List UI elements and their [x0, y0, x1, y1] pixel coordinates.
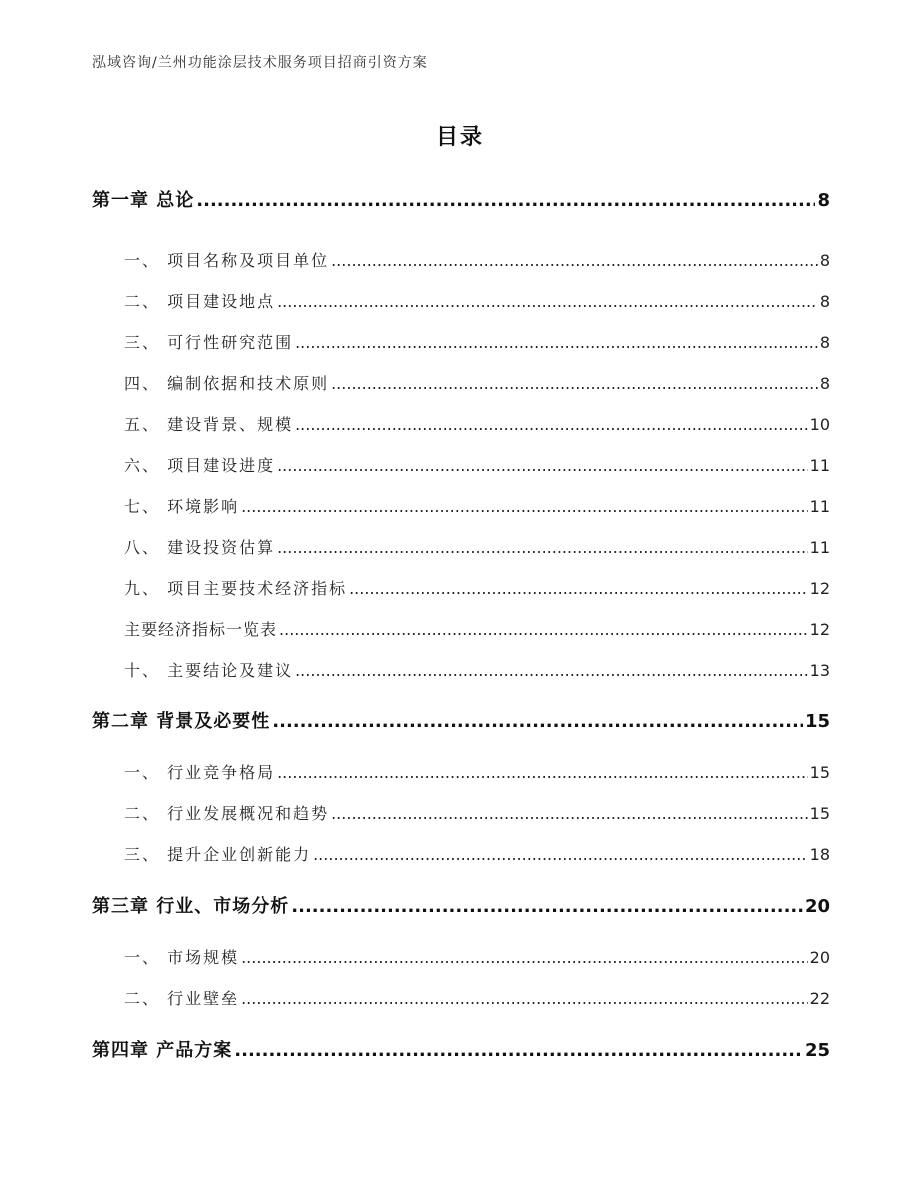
toc-entry-page: 15 [804, 711, 830, 732]
toc-entry-page: 11 [809, 538, 830, 557]
toc-leader-dots [234, 1040, 803, 1061]
toc-leader-dots [331, 251, 818, 270]
toc-entry-page: 8 [819, 333, 830, 352]
toc-leader-dots [295, 333, 818, 352]
toc-entry-section[interactable] [92, 658, 830, 681]
toc-entry-page: 8 [819, 374, 830, 393]
toc-leader-dots [349, 579, 808, 598]
toc-entry-page: 20 [804, 896, 830, 917]
toc-entry-section[interactable] [92, 453, 830, 476]
toc-entry-section[interactable] [92, 801, 830, 824]
toc-leader-dots [277, 538, 808, 557]
toc-entry-label: 第二章 背景及必要性 [92, 711, 271, 732]
toc-entry-section[interactable] [92, 371, 830, 394]
toc-entry-section[interactable] [92, 494, 830, 517]
toc-entry-chapter-4[interactable] [92, 1036, 830, 1062]
toc-entry-chapter-3[interactable] [92, 892, 830, 918]
running-header: 泓域咨询/兰州功能涂层技术服务项目招商引资方案 [92, 55, 428, 71]
toc-entry-label: 四、 编制依据和技术原则 [124, 374, 330, 393]
toc-leader-dots [277, 292, 818, 311]
toc-leader-dots [241, 948, 808, 967]
toc-entry-label: 二、 行业发展概况和趋势 [124, 804, 330, 823]
toc-entry-label: 第三章 行业、市场分析 [92, 896, 290, 917]
toc-entry-page: 10 [809, 415, 830, 434]
toc-entry-label: 第四章 产品方案 [92, 1040, 233, 1061]
toc-entry-page: 11 [809, 497, 830, 516]
toc-entry-section[interactable] [92, 760, 830, 783]
toc-entry-page: 11 [809, 456, 830, 475]
toc-title: 目录 [435, 125, 484, 150]
toc-entry-page: 8 [819, 251, 830, 270]
toc-entry-label: 二、 行业壁垒 [124, 989, 240, 1008]
toc-entry-chapter-2[interactable] [92, 707, 830, 733]
toc-entry-page: 15 [809, 763, 830, 782]
toc-leader-dots [279, 620, 808, 639]
toc-leader-dots [295, 661, 808, 680]
toc-entry-label: 七、 环境影响 [124, 497, 240, 516]
toc-entry-section[interactable] [92, 986, 830, 1009]
toc-entry-label: 一、 项目名称及项目单位 [124, 251, 330, 270]
toc-entry-label: 十、 主要结论及建议 [124, 661, 294, 680]
toc-entry-page: 15 [809, 804, 830, 823]
toc-entry-page: 25 [804, 1040, 830, 1061]
toc-leader-dots [241, 497, 808, 516]
toc-entry-label: 主要经济指标一览表 [124, 620, 278, 639]
toc-leader-dots [277, 456, 808, 475]
toc-entry-section[interactable] [92, 842, 830, 865]
toc-entry-page: 18 [809, 845, 830, 864]
toc-entry-chapter-1[interactable] [92, 186, 830, 212]
toc-leader-dots [272, 711, 803, 732]
toc-entry-page: 12 [809, 620, 830, 639]
toc-entry-page: 8 [817, 190, 830, 211]
toc-entry-page: 13 [809, 661, 830, 680]
toc-entry-section[interactable] [92, 535, 830, 558]
toc-entry-label: 八、 建设投资估算 [124, 538, 276, 557]
toc-leader-dots [313, 845, 808, 864]
toc-leader-dots [331, 374, 818, 393]
toc-entry-page: 12 [809, 579, 830, 598]
toc-entry-section[interactable] [92, 945, 830, 968]
toc-entry-section[interactable] [92, 330, 830, 353]
toc-entry-label: 一、 市场规模 [124, 948, 240, 967]
toc-entry-page: 8 [819, 292, 830, 311]
toc-entry-label: 六、 项目建设进度 [124, 456, 276, 475]
toc-leader-dots [196, 190, 815, 211]
toc-leader-dots [291, 896, 803, 917]
toc-leader-dots [295, 415, 808, 434]
toc-entry-section[interactable] [92, 576, 830, 599]
toc-entry-label: 二、 项目建设地点 [124, 292, 276, 311]
toc-entry-label: 一、 行业竞争格局 [124, 763, 276, 782]
toc-leader-dots [331, 804, 808, 823]
toc-entry-page: 20 [809, 948, 830, 967]
toc-entry-section[interactable] [92, 412, 830, 435]
toc-leader-dots [241, 989, 808, 1008]
toc-entry-label: 三、 可行性研究范围 [124, 333, 294, 352]
toc-leader-dots [277, 763, 808, 782]
toc-entry-label: 九、 项目主要技术经济指标 [124, 579, 348, 598]
toc-entry-label: 第一章 总论 [92, 190, 195, 211]
toc-entry-page: 22 [809, 989, 830, 1008]
toc-entry-label: 五、 建设背景、规模 [124, 415, 294, 434]
toc-entry-section[interactable] [92, 289, 830, 312]
toc-entry-section[interactable] [92, 248, 830, 271]
toc-entry-label: 三、 提升企业创新能力 [124, 845, 312, 864]
toc-entry-table[interactable] [92, 617, 830, 640]
